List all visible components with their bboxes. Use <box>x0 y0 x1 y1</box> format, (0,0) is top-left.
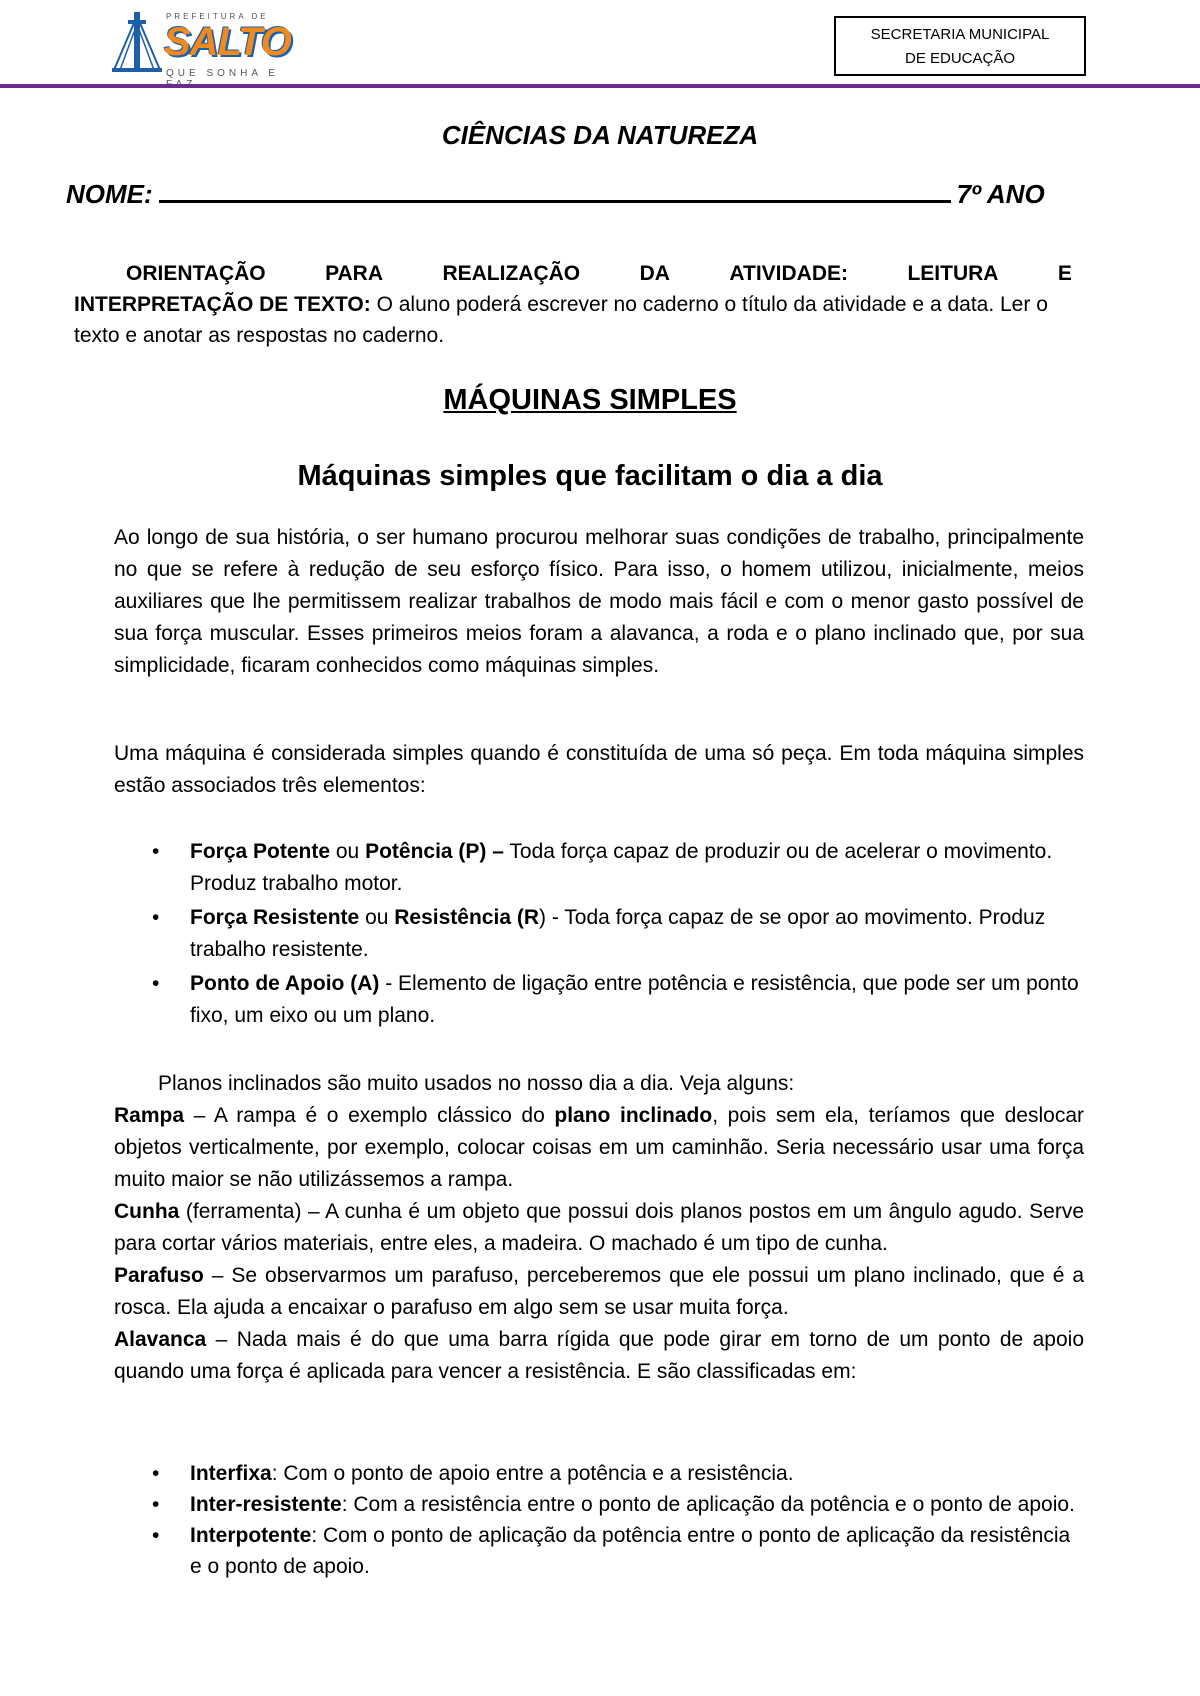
orientation-instructions: O aluno poderá escrever no caderno o título da atividade e a data. Ler o texto e anotar as respostas no caderno. <box>74 293 1048 347</box>
term-bold: Cunha <box>114 1200 180 1223</box>
term-bold: Parafuso <box>114 1264 204 1287</box>
term-bold: Resistência (R <box>394 906 539 929</box>
alavanca-paragraph <box>114 1324 1084 1388</box>
term-bold: Ponto de Apoio (A) <box>190 972 380 995</box>
main-title: MÁQUINAS SIMPLES <box>443 384 737 416</box>
term-definition: – Nada mais é do que uma barra rígida que pode girar em torno de um ponto de apoio quando uma força é aplicada para vencer a resistência. E são classificadas em: <box>114 1328 1084 1383</box>
term-bold: Rampa <box>114 1104 185 1127</box>
orientation-word: ATIVIDADE: <box>729 262 848 285</box>
inclined-planes-section <box>114 1068 1084 1388</box>
term-definition: : Com a resistência entre o ponto de aplicação da potência e o ponto de apoio. <box>341 1493 1075 1516</box>
cunha-paragraph <box>114 1196 1084 1260</box>
orientation-word: PARA <box>325 262 384 285</box>
orientation-word: E <box>1057 262 1072 285</box>
orientation-word: DA <box>639 262 670 285</box>
paragraph-2: Uma máquina é considerada simples quando é constituída de uma só peça. Em toda máquina simples estão associados três elementos: <box>114 742 1084 797</box>
orientation-word: REALIZAÇÃO <box>442 262 581 285</box>
term-definition: - Elemento de ligação entre potência e resistência, que pode ser um ponto fixo, um eixo ou um plano. <box>190 972 1079 1027</box>
term-bold: Força Resistente <box>190 906 360 929</box>
term-definition: ) - Toda força capaz de se opor ao movimento. Produz trabalho resistente. <box>190 906 1046 961</box>
term-bold: Potência (P) – <box>365 840 504 863</box>
paragraph-1: Ao longo de sua história, o ser humano procurou melhorar suas condições de trabalho, principalmente no que se refere à redução de seu esforço físico. Para isso, o homem utilizou, inicialmente, meios auxiliares que lhe permitissem realizar trabalhos de modo mais fácil e com o menor gasto possível de sua força muscular. Esses primeiros meios foram a alavanca, a roda e o plano inclinado que, por sua simplicidade, ficaram conhecidos como máquinas simples. <box>114 526 1084 677</box>
logo-prefeitura-text: PREFEITURA DE <box>166 12 269 21</box>
term-bold: Força Potente <box>190 840 331 863</box>
bridge-tower-icon <box>112 10 162 76</box>
term-bold: Alavanca <box>114 1328 207 1351</box>
subject-title: CIÊNCIAS DA NATUREZA <box>441 120 759 150</box>
term-definition: (ferramenta) – A cunha é um objeto que possui dois planos postos em um ângulo agudo. Serve para cortar vários materiais, entre eles, a madeira. O machado é um tipo de cunha. <box>114 1200 1084 1255</box>
logo-tagline: QUE SONHA E <box>166 68 279 79</box>
term-definition: : Com o ponto de apoio entre a potência e a resistência. <box>271 1462 794 1485</box>
parafuso-paragraph <box>114 1260 1084 1324</box>
secretaria-line-1: SECRETARIA MUNICIPAL <box>870 26 1050 43</box>
name-label: NOME: <box>66 179 153 209</box>
name-field <box>66 176 1066 210</box>
list-item <box>152 836 1084 900</box>
term-definition: : Com o ponto de aplicação da potência entre o ponto de aplicação da resistência e o ponto de apoio. <box>190 1524 1071 1578</box>
lever-types-list <box>152 1458 1084 1582</box>
orientation-word: LEITURA <box>907 262 999 285</box>
term-connector: ou <box>359 906 395 929</box>
term-definition: , pois sem ela, teríamos que deslocar objetos verticalmente, por exemplo, colocar coisas em um caminhão. Seria necessário usar uma força muito maior se não utilizássemos a rampa. <box>114 1104 1084 1191</box>
term-definition: – Se observarmos um parafuso, perceberemos que ele possui um plano inclinado, que é a rosca. Ela ajuda a encaixar o parafuso em algo sem se usar muita força. <box>114 1264 1084 1319</box>
term-definition: Toda força capaz de produzir ou de acelerar o movimento. Produz trabalho motor. <box>190 840 1053 895</box>
term-bold: Interfixa <box>190 1462 272 1485</box>
list-item <box>152 1458 1084 1489</box>
list-item <box>152 1520 1084 1582</box>
secretaria-box <box>834 16 1086 76</box>
planos-intro: Planos inclinados são muito usados no nosso dia a dia. Veja alguns: <box>158 1072 795 1095</box>
term-connector: ou <box>330 840 366 863</box>
list-item <box>152 1489 1084 1520</box>
subtitle: Máquinas simples que facilitam o dia a dia <box>297 460 883 492</box>
secretaria-line-2: DE EDUCAÇÃO <box>904 50 1016 67</box>
elements-list <box>152 836 1084 1034</box>
list-item <box>152 968 1084 1032</box>
list-item <box>152 902 1084 966</box>
orientation-bold: INTERPRETAÇÃO DE TEXTO: <box>74 293 371 316</box>
logo-salto-text: SALTO <box>164 20 291 64</box>
orientation-word: ORIENTAÇÃO <box>126 262 266 285</box>
term-bold: Interpotente <box>190 1524 312 1547</box>
term-bold: Inter-resistente <box>190 1493 342 1516</box>
page-header <box>0 0 1200 90</box>
salto-logo <box>112 10 291 79</box>
term-definition: – A rampa é o exemplo clássico do <box>184 1104 555 1127</box>
name-blank-line <box>159 176 951 203</box>
orientation-text <box>74 289 1072 351</box>
term-bold: plano inclinado <box>554 1104 713 1127</box>
rampa-paragraph <box>114 1100 1084 1196</box>
orientation-block <box>74 258 1072 351</box>
orientation-heading <box>74 258 1072 289</box>
grade-label: 7º ANO <box>956 179 1045 209</box>
header-divider <box>0 84 1200 88</box>
